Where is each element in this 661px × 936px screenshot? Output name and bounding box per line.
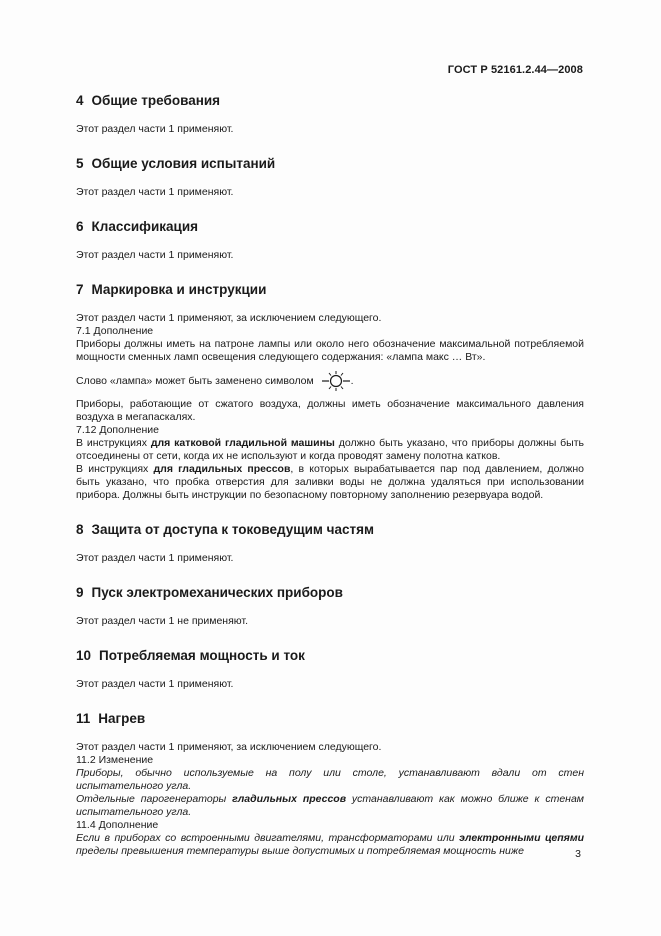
section-number: 7 xyxy=(76,282,84,297)
section-6-heading xyxy=(76,218,584,236)
section-9-text: Этот раздел части 1 не применяют. xyxy=(76,615,248,627)
section-11-heading xyxy=(76,710,584,728)
text-run: В инструкциях xyxy=(76,463,154,475)
clause-7-1-symbol-line: Слово «лампа» может быть заменено символом . xyxy=(76,370,584,392)
clause-11-4-text xyxy=(76,832,584,858)
clause-7-1-air: Приборы, работающие от сжатого воздуха, должны иметь обозначение максимального давления воздуха в мегапаскалях. xyxy=(76,398,584,423)
clause-11-4-heading: 11.4 Дополнение xyxy=(76,819,159,831)
section-5-heading xyxy=(76,155,584,173)
section-8-heading xyxy=(76,521,584,539)
clause-7-12-text-b xyxy=(76,463,584,502)
section-4-heading xyxy=(76,92,584,110)
bold-term: электронными цепями xyxy=(459,832,584,844)
section-title: Пуск электромеханических приборов xyxy=(91,585,343,600)
clause-7-12-text-a xyxy=(76,437,584,463)
section-title: Нагрев xyxy=(98,711,146,726)
clause-11-2-text-b xyxy=(76,793,584,819)
bold-term: для гладильных прессов xyxy=(153,463,291,475)
document-body xyxy=(76,92,584,858)
standard-header: ГОСТ Р 52161.2.44—2008 xyxy=(447,64,583,76)
text-run: Если в приборах со встроенными двигателями, трансформаторами или xyxy=(76,832,460,844)
text-run: устанавливают как можно ближе к стенам испытательного угла. xyxy=(76,793,584,818)
section-10-heading xyxy=(76,647,584,665)
text-run: должно быть указано, что приборы должны быть отсоединены от сети, когда их не используют и когда проводят замену полотна катков. xyxy=(76,437,584,462)
bold-term: гладильных прессов xyxy=(232,793,347,805)
symbol-text: Слово «лампа» может быть заменено символом xyxy=(76,374,314,387)
section-7-heading xyxy=(76,281,584,299)
section-5-text: Этот раздел части 1 применяют. xyxy=(76,186,234,198)
section-11-intro: Этот раздел части 1 применяют, за исключением следующего. xyxy=(76,741,382,753)
lamp-symbol-icon xyxy=(321,370,351,392)
text-run: пределы превышения температуры выше допустимых и потребляемая мощность ниже xyxy=(76,845,524,857)
clause-7-1-text: Приборы должны иметь на патроне лампы или около него обозначение максимальной потребляемой мощности сменных ламп освещения следующего содержания: «лампа макс … Вт». xyxy=(76,338,584,363)
section-title: Маркировка и инструкции xyxy=(91,282,267,297)
clause-11-2-heading: 11.2 Изменение xyxy=(76,754,154,766)
section-title: Защита от доступа к токоведущим частям xyxy=(91,522,374,537)
section-8-text: Этот раздел части 1 применяют. xyxy=(76,552,234,564)
section-title: Классификация xyxy=(91,219,199,234)
text-run: , в которых вырабатывается пар под давлением, должно быть указано, что пробка отверстия для заливки воды не должна удаляться при использовании прибора. Должны быть инструкции по безопасному повторному заполнению резервуара водой. xyxy=(76,463,584,501)
clause-7-1-heading: 7.1 Дополнение xyxy=(76,325,154,337)
section-7-intro: Этот раздел части 1 применяют, за исключением следующего. xyxy=(76,312,382,324)
section-9-heading xyxy=(76,584,584,602)
text-run: В инструкциях xyxy=(76,437,151,449)
section-number: 6 xyxy=(76,219,84,234)
section-title: Общие требования xyxy=(91,93,221,108)
section-10-text: Этот раздел части 1 применяют. xyxy=(76,678,234,690)
section-number: 9 xyxy=(76,585,84,600)
section-number: 4 xyxy=(76,93,84,108)
section-number: 8 xyxy=(76,522,84,537)
text-run: Отдельные парогенераторы xyxy=(76,793,233,805)
section-number: 10 xyxy=(76,648,92,663)
clause-7-12-heading: 7.12 Дополнение xyxy=(76,424,159,436)
bold-term: для катковой гладильной машины xyxy=(150,437,335,449)
section-number: 11 xyxy=(76,711,91,726)
section-title: Общие условия испытаний xyxy=(91,156,276,171)
section-6-text: Этот раздел части 1 применяют. xyxy=(76,249,234,261)
page-number: 3 xyxy=(575,848,581,860)
section-4-text: Этот раздел части 1 применяют. xyxy=(76,123,234,135)
clause-11-2-text-a: Приборы, обычно используемые на полу или столе, устанавливают вдали от стен испытательного угла. xyxy=(76,767,584,792)
section-title: Потребляемая мощность и ток xyxy=(99,648,305,663)
section-number: 5 xyxy=(76,156,84,171)
